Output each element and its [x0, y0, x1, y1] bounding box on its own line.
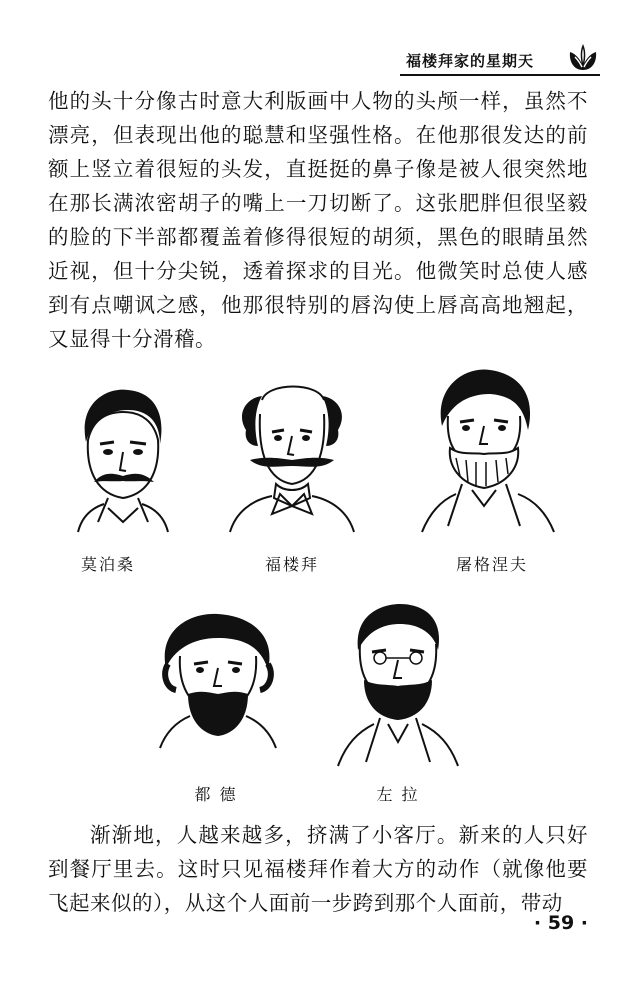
portrait-zola	[336, 600, 460, 770]
running-header-title: 福楼拜家的星期天	[406, 52, 535, 70]
body-paragraph-1: 他的头十分像古时意大利版画中人物的头颅一样，虽然不漂亮，但表现出他的聪慧和坚强性格。在他那很发达的前额上竖立着很短的头发，直挺挺的鼻子像是被人很突然地在那长满浓密胡子的嘴上一刀切断了。这张肥胖但很坚毅的脸的下半部都覆盖着修得很短的胡须，黑色的眼睛虽然近视，但十分尖锐，透着探求的目光。他微笑时总使人感到有点嘲讽之感，他那很特别的唇沟使上唇高高地翘起，又显得十分滑稽。	[48, 89, 588, 351]
body-paragraph-2: 渐渐地，人越来越多，挤满了小客厅。新来的人只好到餐厅里去。这时只见福楼拜作着大方的动作（就像他要飞起来似的），从这个人面前一步跨到那个人面前，带动	[48, 823, 588, 915]
caption-zola: 左 拉	[376, 785, 420, 804]
portrait-turgenev	[420, 366, 556, 536]
portrait-maupassant	[68, 382, 178, 536]
portrait-flaubert	[228, 374, 356, 536]
caption-turgenev: 屠格涅夫	[455, 555, 528, 574]
page-number: · 59 ·	[533, 912, 588, 934]
caption-daudet: 都 德	[194, 785, 238, 804]
lotus-ornament-icon	[566, 44, 600, 78]
running-header	[400, 44, 600, 78]
header-rule	[400, 74, 600, 76]
caption-flaubert: 福楼拜	[264, 555, 319, 574]
portrait-daudet	[158, 610, 278, 752]
caption-maupassant: 莫泊桑	[80, 555, 135, 574]
